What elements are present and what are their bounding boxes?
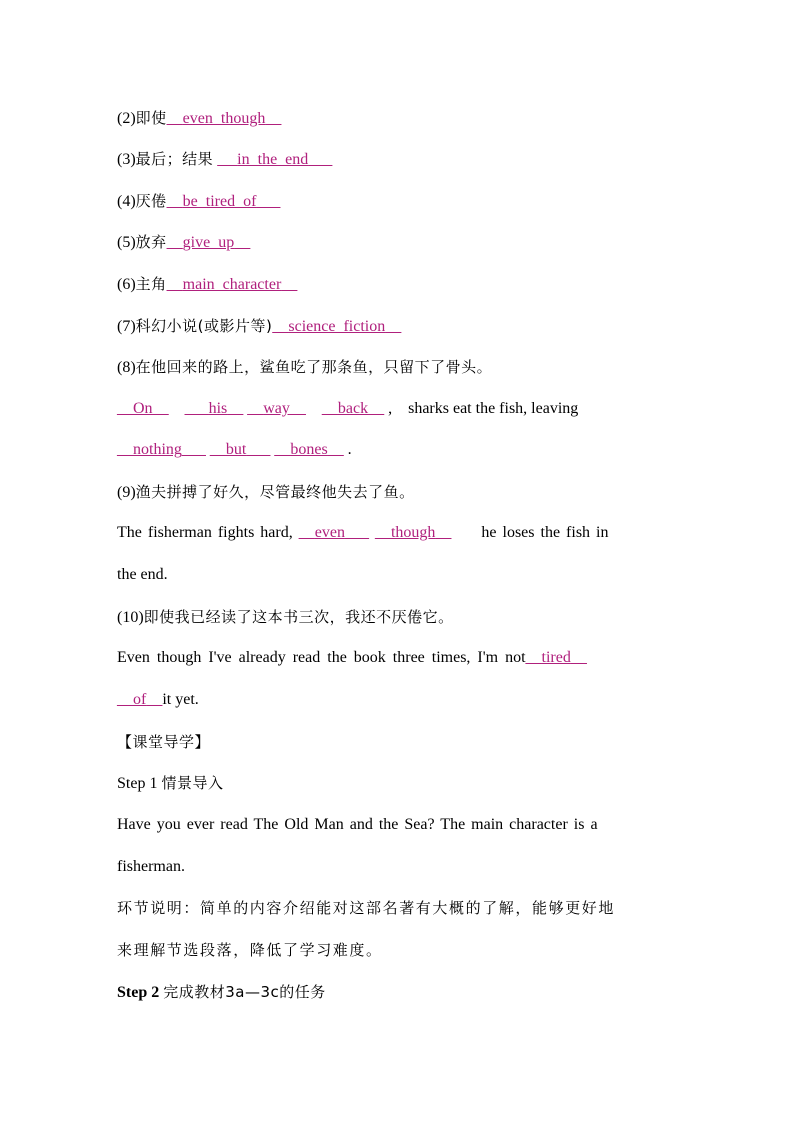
item-4 — [117, 190, 677, 212]
answer-blank: his — [208, 400, 228, 417]
item-answer: main_character — [182, 276, 282, 293]
item-number: (3) — [117, 151, 136, 168]
step-2-heading — [117, 981, 677, 1003]
answer-blank: but — [225, 441, 247, 458]
question-8-prompt — [117, 356, 677, 378]
item-3 — [117, 148, 677, 170]
answer-blank: though — [390, 524, 436, 541]
note-line-2: 来理解节选段落，降低了学习难度。 — [117, 941, 383, 959]
answer-blank: of — [133, 691, 147, 708]
question-10-prompt — [117, 606, 677, 628]
note-line-1: 环节说明：简单的内容介绍能对这部名著有大概的了解，能够更好地 — [117, 899, 616, 917]
item-answer: give_up — [182, 234, 235, 251]
item-number: (2) — [117, 110, 136, 127]
item-number: (7) — [117, 318, 136, 335]
blank-pad: __ — [217, 151, 238, 168]
item-number: (8) — [117, 359, 136, 376]
blank-pad: ___ — [256, 193, 281, 210]
answer-blank: On — [133, 400, 153, 417]
sentence-text: it yet. — [162, 691, 199, 708]
intro-line-2: fisherman. — [117, 858, 185, 875]
question-10-sentence-line-1: Even though I've already read the book three times, I'm not__tired__ — [117, 649, 587, 666]
answer-blank: way — [263, 400, 290, 417]
blank-pad: __ — [234, 234, 251, 251]
sentence-end: . — [347, 441, 352, 458]
item-number: (9) — [117, 484, 136, 501]
item-chinese: 厌倦 — [135, 192, 167, 210]
item-number: (6) — [117, 276, 136, 293]
blank-pad: __ — [281, 276, 298, 293]
step-label: Step 2 — [117, 984, 160, 1001]
item-chinese: 最后；结果 — [135, 150, 214, 168]
blank-pad: __ — [272, 318, 289, 335]
sentence-text: the end. — [117, 566, 168, 583]
answer-blank: nothing — [133, 441, 182, 458]
item-chinese: 在他回来的路上，鲨鱼吃了那条鱼，只留下了骨头。 — [135, 358, 493, 376]
answer-blank: even — [314, 524, 345, 541]
step-title: 完成教材3a—3c的任务 — [163, 983, 326, 1001]
item-chinese: 即使我已经读了这本书三次，我还不厌倦它。 — [143, 608, 454, 626]
item-number: (5) — [117, 234, 136, 251]
item-number: (10) — [117, 609, 144, 626]
item-7 — [117, 315, 677, 337]
answer-blank: tired — [541, 649, 571, 666]
blank-pad: __ — [385, 318, 402, 335]
item-answer: be_tired_of — [182, 193, 257, 210]
item-chinese: 即使 — [135, 109, 167, 127]
item-6 — [117, 273, 677, 295]
blank-pad: __ — [265, 110, 282, 127]
item-answer: science_fiction — [288, 318, 386, 335]
question-8-answer-line-1: __On__ ___his__ __way__ __back__ , sharks eat the fish, leaving — [117, 400, 579, 417]
item-chinese: 放弃 — [135, 233, 167, 251]
question-10-sentence-line-2: __of__it yet. — [117, 691, 199, 708]
item-number: (4) — [117, 193, 136, 210]
item-chinese: 渔夫拼搏了好久，尽管最终他失去了鱼。 — [135, 483, 415, 501]
blank-pad: __ — [166, 110, 183, 127]
item-chinese: 科幻小说(或影片等) — [135, 317, 273, 335]
step-title: 情景导入 — [161, 774, 224, 792]
intro-line-1: Have you ever read The Old Man and the Sea? The main character is a — [117, 816, 598, 833]
sentence-text: The fisherman fights hard, — [117, 524, 293, 541]
question-8-answer-line-2: __nothing___ __but___ __bones__ . — [117, 441, 352, 458]
item-chinese: 主角 — [135, 275, 167, 293]
step-label: Step 1 — [117, 775, 158, 792]
step-1-heading — [117, 772, 677, 794]
sentence-text: he loses the fish in — [481, 524, 609, 541]
question-9-prompt — [117, 481, 677, 503]
blank-pad: __ — [166, 193, 183, 210]
section-heading: 【课堂导学】 — [117, 733, 211, 751]
item-answer: even_though — [182, 110, 266, 127]
question-9-sentence-line-1: The fisherman fights hard, __even___ __though__ he loses the fish in — [117, 524, 609, 541]
blank-pad: __ — [166, 276, 183, 293]
sentence-text: sharks eat the fish, leaving — [408, 400, 579, 417]
sentence-text: Even though I've already read the book three times, I'm not — [117, 649, 526, 666]
answer-blank: back — [337, 400, 369, 417]
item-answer: in_the_end — [237, 151, 309, 168]
blank-pad: ___ — [308, 151, 333, 168]
item-5 — [117, 231, 677, 253]
blank-pad: __ — [166, 234, 183, 251]
question-9-sentence-line-2 — [117, 564, 677, 586]
item-2 — [117, 107, 677, 129]
answer-blank: bones — [290, 441, 328, 458]
